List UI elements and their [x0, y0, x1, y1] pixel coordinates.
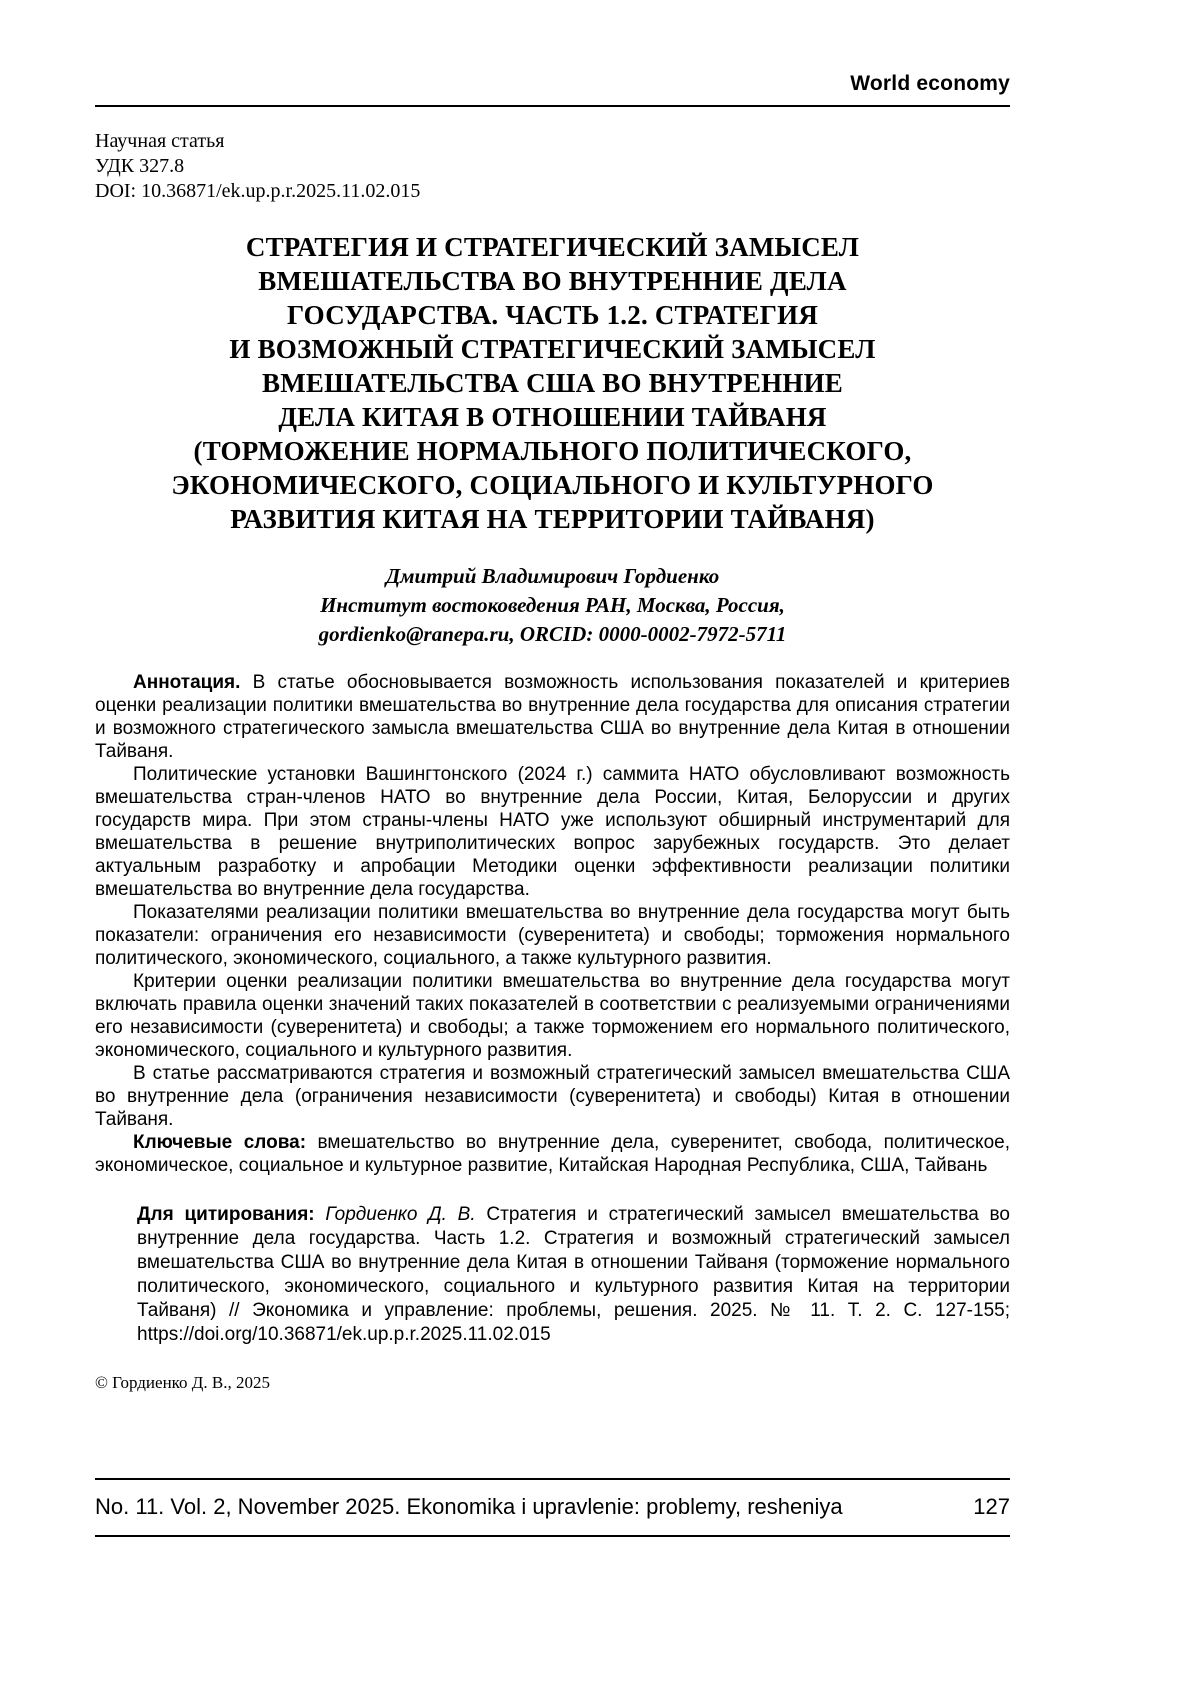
abstract-section [95, 671, 1010, 1177]
article-title-line: И ВОЗМОЖНЫЙ СТРАТЕГИЧЕСКИЙ ЗАМЫСЕЛ [229, 334, 876, 364]
article-title [95, 230, 1010, 536]
footer-journal-line: No. 11. Vol. 2, November 2025. Ekonomika i upravlenie: problemy, resheniya [95, 1494, 843, 1519]
abstract-paragraph: В статье рассматриваются стратегия и возможный стратегический замысел вмешательства США во внутренние дела (ограничения независимости (суверенитета) и свободы) Китая в отношении Тайваня. [95, 1063, 1010, 1130]
author-block [95, 562, 1010, 649]
footer-page-number: 127 [973, 1494, 1010, 1519]
article-title-line: ДЕЛА КИТАЯ В ОТНОШЕНИИ ТАЙВАНЯ [278, 402, 827, 432]
article-title-line: РАЗВИТИЯ КИТАЯ НА ТЕРРИТОРИИ ТАЙВАНЯ) [230, 504, 875, 534]
udc-number: УДК 327.8 [95, 155, 185, 177]
abstract-paragraph: Политические установки Вашингтонского (2024 г.) саммита НАТО обусловливают возможность вмешательства стран-членов НАТО во внутренние дела России, Китая, Белоруссии и других государств мира. При этом страны-члены НАТО уже используют обширный инструментарий для вмешательства в решение внутриполитических вопрос зарубежных государств. Это делает актуальным разработку и апробации Методики оценки эффективности реализации политики вмешательства во внутренние дела государства. [95, 764, 1010, 900]
article-title-line: (ТОРМОЖЕНИЕ НОРМАЛЬНОГО ПОЛИТИЧЕСКОГО, [193, 436, 912, 466]
article-title-line: ГОСУДАРСТВА. ЧАСТЬ 1.2. СТРАТЕГИЯ [286, 300, 819, 330]
abstract-text: В статье обосновывается возможность использования показателей и критериев оценки реализации политики вмешательства во внутренние дела государства для описания стратегии и возможного стратегического замысла вмешательства США во внутренние дела Китая в отношении Тайваня. [95, 672, 1010, 762]
abstract-paragraph: Критерии оценки реализации политики вмешательства во внутренние дела государства могут включать правила оценки значений таких показателей в соответствии с реализуемыми ограничениями его независимости (суверенитета) и свободы; а также торможением его нормального политического, экономического, социального и культурного развития. [95, 971, 1010, 1061]
article-meta [95, 129, 1010, 204]
page-footer [95, 1478, 1010, 1537]
article-type: Научная статья [95, 130, 225, 152]
citation-author: Гордиенко Д. В. [325, 1204, 476, 1225]
header-rule [95, 105, 1010, 107]
abstract-paragraph: Показателями реализации политики вмешательства во внутренние дела государства могут быть показатели: ограничения его независимости (суверенитета) и свободы; торможения нормального политического, экономического, социального, а также культурного развития. [95, 902, 1010, 969]
citation-text: Стратегия и стратегический замысел вмешательства во внутренние дела государства. Часть 1.2. Стратегия и возможный стратегический замысел вмешательства США во внутренние дела Китая в отношении Тайваня (торможение нормального политического, экономического, социального и культурного развития Китая на территории Тайваня) // Экономика и управление: проблемы, решения. 2025. № 11. Т. 2. С. 127-155; https://doi.org/10.36871/ek.up.p.r.2025.11.02.015 [137, 1204, 1010, 1345]
citation-paragraph [137, 1203, 1010, 1347]
article-title-line: ВМЕШАТЕЛЬСТВА США ВО ВНУТРЕННИЕ [261, 368, 843, 398]
author-name: Дмитрий Владимирович Гордиенко [385, 564, 720, 588]
citation-block [137, 1203, 1010, 1347]
copyright-line: © Гордиенко Д. В., 2025 [95, 1373, 270, 1392]
author-affiliation: Институт востоковедения РАН, Москва, Россия, [320, 593, 785, 617]
running-head: World economy [850, 72, 1010, 95]
article-title-line: СТРАТЕГИЯ И СТРАТЕГИЧЕСКИЙ ЗАМЫСЕЛ [245, 232, 860, 262]
keywords-paragraph [95, 1131, 1010, 1177]
citation-label: Для цитирования: [137, 1204, 326, 1225]
article-title-line: ВМЕШАТЕЛЬСТВА ВО ВНУТРЕННИЕ ДЕЛА [258, 266, 847, 296]
abstract-paragraph [95, 671, 1010, 763]
page-content [95, 0, 1010, 1393]
doi-line: DOI: 10.36871/ek.up.p.r.2025.11.02.015 [95, 180, 421, 202]
author-contact: gordienko@ranepa.ru, ORCID: 0000-0002-7972-5711 [318, 622, 787, 646]
keywords-text: вмешательство во внутренние дела, суверенитет, свобода, политическое, экономическое, социальное и культурное развитие, Китайская Народная Республика, США, Тайвань [95, 1132, 1010, 1176]
article-title-line: ЭКОНОМИЧЕСКОГО, СОЦИАЛЬНОГО И КУЛЬТУРНОГО [171, 470, 934, 500]
keywords-label: Ключевые слова: [133, 1132, 307, 1153]
abstract-label: Аннотация. [133, 672, 241, 693]
